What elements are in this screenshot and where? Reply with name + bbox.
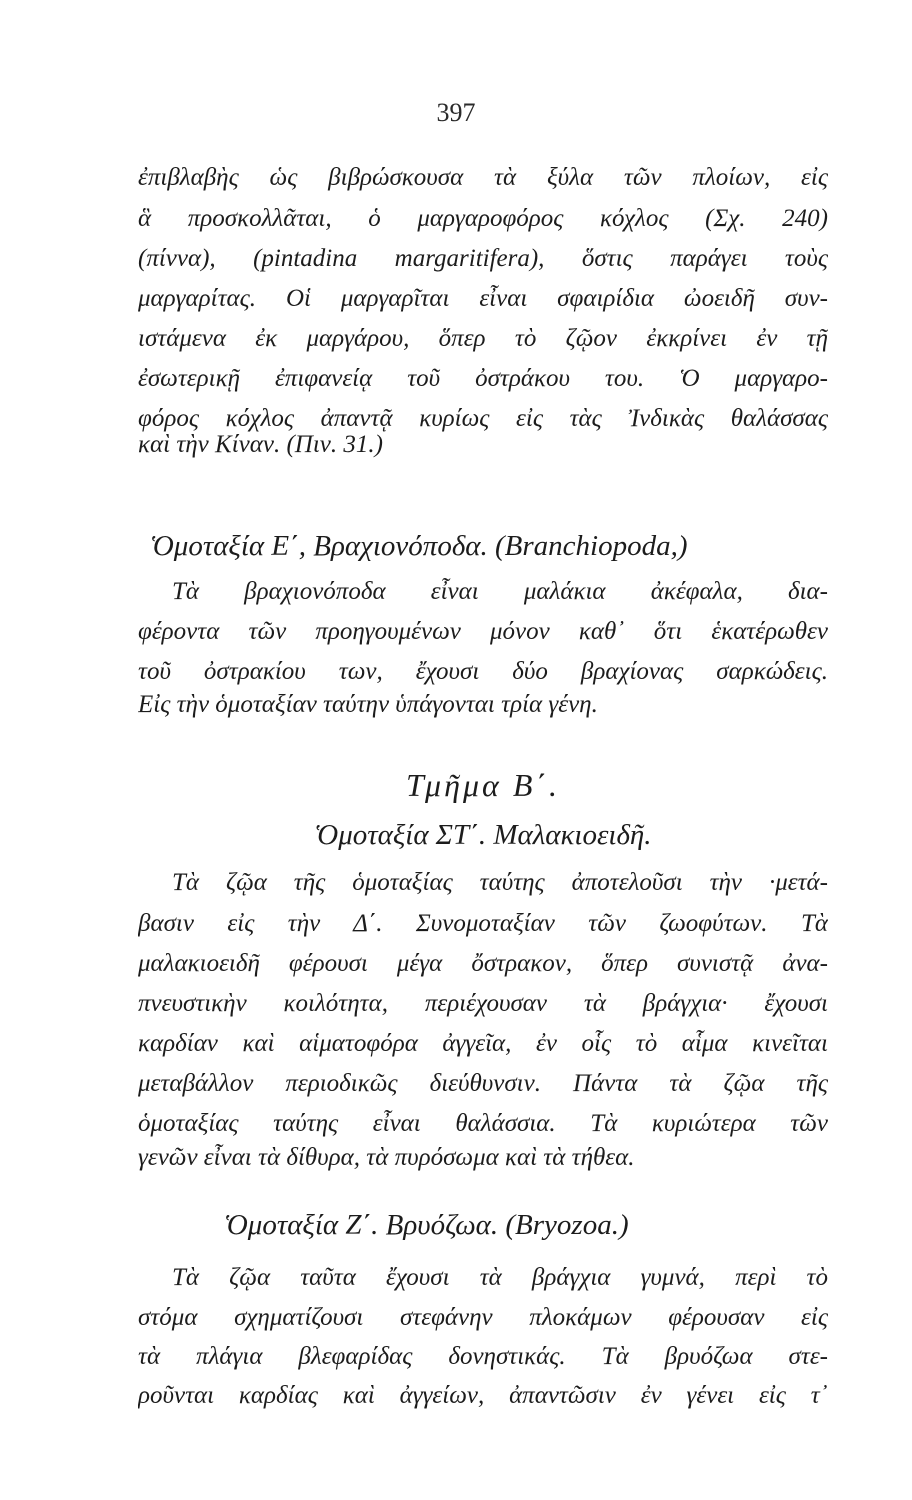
paragraph-1-line-3: (πίννα), (pintadina margaritifera), ὅστις παράγει τοὺς (138, 245, 828, 272)
paragraph-2-line-2: φέροντα τῶν προηγουμένων μόνον καθ᾿ ὅτι ἑκατέρωθεν (138, 618, 828, 645)
class-e-heading: Ὁμοταξία Ε΄, Βραχιονόποδα. (Branchiopoda,) (150, 530, 688, 562)
paragraph-1-line-2: ἃ προσκολλᾶται, ὁ μαργαροφόρος κόχλος (Σχ. 240) (138, 205, 828, 232)
paragraph-3-line-4: πνευστικὴν κοιλότητα, περιέχουσαν τὰ βράγχια· ἔχουσι (138, 990, 828, 1017)
class-z-heading: Ὁμοταξία Ζ΄. Βρυόζωα. (Bryozoa.) (224, 1209, 629, 1241)
paragraph-3-line-3: μαλακιοειδῆ φέρουσι μέγα ὄστρακον, ὅπερ συνιστᾷ ἀνα- (138, 950, 828, 977)
paragraph-3-line-6: μεταβάλλον περιοδικῶς διεύθυνσιν. Πάντα τὰ ζῷα τῆς (138, 1070, 828, 1097)
paragraph-1-line-6: ἐσωτερικῇ ἐπιφανείᾳ τοῦ ὀστράκου του. Ὁ μαργαρο- (138, 365, 828, 392)
paragraph-3-line-5: καρδίαν καὶ αἱματοφόρα ἀγγεῖα, ἐν οἷς τὸ αἷμα κινεῖται (138, 1030, 828, 1057)
paragraph-1-line-1: ἐπιβλαβὴς ὡς βιβρώσκουσα τὰ ξύλα τῶν πλοίων, εἰς (138, 164, 828, 191)
paragraph-3-line-1: Τὰ ζῷα τῆς ὁμοταξίας ταύτης ἀποτελοῦσι τὴν ·μετά- (172, 869, 828, 896)
section-title: Τμῆμα Β΄. (405, 767, 561, 803)
paragraph-2-line-3: τοῦ ὀστρακίου των, ἔχουσι δύο βραχίονας σαρκώδεις. (138, 658, 828, 685)
class-st-heading: Ὁμοταξία ΣΤ΄. Μαλακιοειδῆ. (314, 819, 652, 851)
paragraph-2-line-1: Τὰ βραχιονόποδα εἶναι μαλάκια ἀκέφαλα, δια- (172, 578, 828, 605)
paragraph-4-line-3: τὰ πλάγια βλεφαρίδας δονηστικάς. Τὰ βρυόζωα στε- (138, 1343, 828, 1370)
paragraph-1-line-7: φόρος κόχλος ἀπαντᾷ κυρίως εἰς τὰς Ἰνδικὰς θαλάσσας (138, 405, 828, 432)
paragraph-2-line-4: Εἰς τὴν ὁμοταξίαν ταύτην ὑπάγονται τρία γένη. (138, 691, 598, 718)
page-number: 397 (436, 98, 476, 127)
paragraph-3-line-7: ὁμοταξίας ταύτης εἶναι θαλάσσια. Τὰ κυριώτερα τῶν (138, 1110, 828, 1137)
paragraph-4-line-1: Τὰ ζῷα ταῦτα ἔχουσι τὰ βράγχια γυμνά, περὶ τὸ (172, 1264, 828, 1291)
paragraph-1-line-4: μαργαρίτας. Οἱ μαργαρῖται εἶναι σφαιρίδια ὠοειδῆ συν- (138, 285, 828, 312)
paragraph-3-line-8: γενῶν εἶναι τὰ δίθυρα, τὰ πυρόσωμα καὶ τὰ τήθεα. (138, 1144, 635, 1171)
paragraph-1-line-5: ιστάμενα ἐκ μαργάρου, ὅπερ τὸ ζῷον ἐκκρίνει ἐν τῇ (138, 325, 828, 352)
paragraph-4-line-2: στόμα σχηματίζουσι στεφάνην πλοκάμων φέρουσαν εἰς (138, 1304, 828, 1331)
paragraph-1-line-8: καὶ τὴν Κίναν. (Πιν. 31.) (138, 431, 383, 458)
paragraph-3-line-2: βασιν εἰς τὴν Δ΄. Συνομοταξίαν τῶν ζωοφύτων. Τὰ (138, 910, 828, 937)
paragraph-4-line-4: ροῦνται καρδίας καὶ ἀγγείων, ἀπαντῶσιν ἐν γένει εἰς τ᾿ (138, 1382, 828, 1409)
